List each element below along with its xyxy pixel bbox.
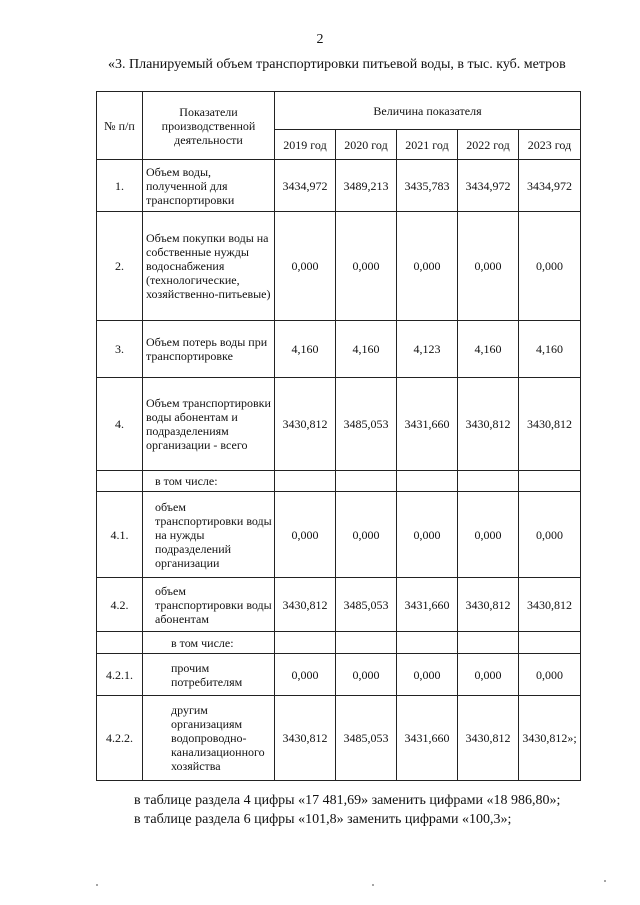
table-row [97, 696, 581, 781]
row-value: 3430,812 [458, 696, 519, 781]
row-value [275, 632, 336, 654]
year-header: 2021 год [397, 130, 458, 160]
row-value [519, 632, 581, 654]
row-value: 0,000 [275, 654, 336, 696]
row-value [458, 632, 519, 654]
row-value [397, 632, 458, 654]
table-row [97, 378, 581, 471]
row-name: Объем транспортировки воды абонентам и подразделениям организации - всего [143, 378, 275, 471]
note-line: в таблице раздела 4 цифры «17 481,69» заменить цифрами «18 986,80»; [134, 793, 561, 808]
row-value [275, 471, 336, 492]
row-value: 3435,783 [397, 160, 458, 212]
row-value: 0,000 [458, 212, 519, 321]
table-row [97, 321, 581, 378]
row-value: 0,000 [336, 654, 397, 696]
note-line: в таблице раздела 6 цифры «101,8» заменить цифрами «100,3»; [134, 812, 512, 827]
row-num: 4.2.2. [97, 696, 143, 781]
row-value: 3434,972 [275, 160, 336, 212]
row-value [458, 471, 519, 492]
row-value: 3430,812 [275, 578, 336, 632]
table-row [97, 654, 581, 696]
row-value: 3430,812 [458, 378, 519, 471]
row-num: 4. [97, 378, 143, 471]
page-number: 2 [316, 32, 324, 47]
row-value: 4,160 [336, 321, 397, 378]
table-row [97, 492, 581, 578]
table-row [97, 212, 581, 321]
row-value [519, 471, 581, 492]
row-value: 0,000 [519, 212, 581, 321]
table-row [97, 471, 581, 492]
row-value: 3430,812 [519, 378, 581, 471]
row-value: 3430,812 [275, 378, 336, 471]
year-header: 2023 год [519, 130, 581, 160]
row-name: Объем воды, полученной для транспортировки [143, 160, 275, 212]
row-value: 0,000 [519, 492, 581, 578]
row-value: 4,160 [458, 321, 519, 378]
row-value: 3431,660 [397, 696, 458, 781]
row-value: 0,000 [275, 492, 336, 578]
row-num [97, 632, 143, 654]
row-value: 0,000 [397, 212, 458, 321]
row-value: 3434,972 [519, 160, 581, 212]
indicators-table [96, 91, 581, 781]
row-value: 0,000 [458, 654, 519, 696]
scan-speck [604, 880, 606, 882]
row-value: 0,000 [275, 212, 336, 321]
row-num: 4.1. [97, 492, 143, 578]
row-value: 3489,213 [336, 160, 397, 212]
row-num: 2. [97, 212, 143, 321]
row-name: объем транспортировки воды на нужды подразделений организации [143, 492, 275, 578]
row-name: в том числе: [143, 632, 275, 654]
row-value: 0,000 [336, 212, 397, 321]
row-name: Объем потерь воды при транспортировке [143, 321, 275, 378]
row-num: 4.2. [97, 578, 143, 632]
scan-speck [96, 884, 98, 886]
row-value: 3431,660 [397, 378, 458, 471]
row-value: 0,000 [397, 492, 458, 578]
row-name: прочим потребителям [143, 654, 275, 696]
row-name: в том числе: [143, 471, 275, 492]
row-name: другим организациям водопроводно-канализационного хозяйства [143, 696, 275, 781]
row-value: 4,160 [275, 321, 336, 378]
row-num: 1. [97, 160, 143, 212]
table-row [97, 632, 581, 654]
row-value [336, 471, 397, 492]
table-row [97, 160, 581, 212]
row-value: 0,000 [397, 654, 458, 696]
row-value: 3431,660 [397, 578, 458, 632]
row-value: 3485,053 [336, 696, 397, 781]
row-value [397, 471, 458, 492]
table-row [97, 578, 581, 632]
row-value: 3430,812»; [519, 696, 581, 781]
row-value: 0,000 [458, 492, 519, 578]
row-num [97, 471, 143, 492]
year-header: 2019 год [275, 130, 336, 160]
row-num: 4.2.1. [97, 654, 143, 696]
row-value [336, 632, 397, 654]
row-value: 3485,053 [336, 378, 397, 471]
row-value: 3430,812 [275, 696, 336, 781]
row-value: 4,123 [397, 321, 458, 378]
year-header: 2020 год [336, 130, 397, 160]
col-header-name: Показатели производственной деятельности [143, 92, 275, 160]
row-value: 4,160 [519, 321, 581, 378]
row-name: объем транспортировки воды абонентам [143, 578, 275, 632]
row-name: Объем покупки воды на собственные нужды водоснабжения (технологические, хозяйственно-питьевые) [143, 212, 275, 321]
col-header-num: № п/п [97, 92, 143, 160]
row-value: 0,000 [519, 654, 581, 696]
row-value: 3434,972 [458, 160, 519, 212]
row-value: 0,000 [336, 492, 397, 578]
row-value: 3430,812 [519, 578, 581, 632]
group-header: Величина показателя [275, 92, 581, 130]
row-value: 3430,812 [458, 578, 519, 632]
scan-speck [372, 884, 374, 886]
row-num: 3. [97, 321, 143, 378]
year-header: 2022 год [458, 130, 519, 160]
section-heading: «3. Планируемый объем транспортировки питьевой воды, в тыс. куб. метров [108, 57, 566, 72]
row-value: 3485,053 [336, 578, 397, 632]
